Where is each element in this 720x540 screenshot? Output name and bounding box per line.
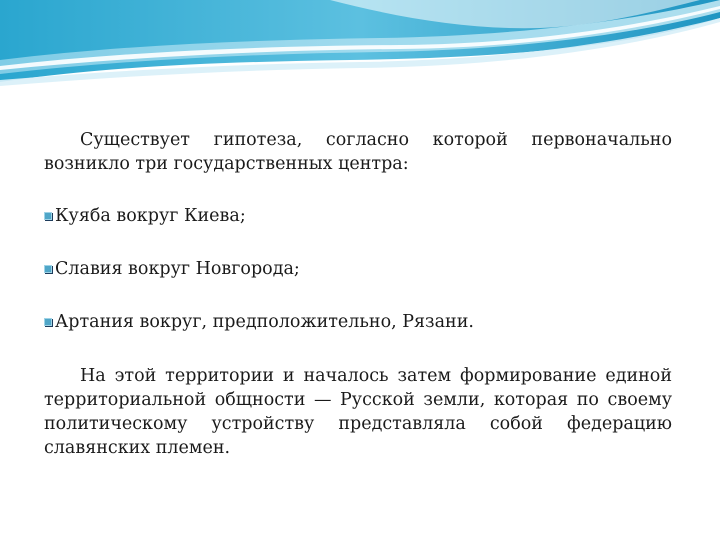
bullet-list <box>44 204 672 334</box>
bullet-item-artaniya <box>44 310 672 334</box>
conclusion-paragraph: На этой территории и началось затем формирование единой территориальной общности — Русской земли, которая по своему политическому устройству представляла собой федерацию славянских племен. <box>44 366 672 458</box>
wave-header-decoration <box>0 0 720 110</box>
bullet-text: Куяба вокруг Киева; <box>55 206 246 226</box>
bullet-text: Артания вокруг, предположительно, Рязани. <box>55 312 474 332</box>
intro-paragraph: Существует гипотеза, согласно которой первоначально возникло три государственных центра: <box>44 130 672 174</box>
square-bullet-icon <box>44 265 53 274</box>
slide-content <box>44 128 672 460</box>
square-bullet-icon <box>44 318 53 327</box>
bullet-item-slaviya <box>44 257 672 281</box>
square-bullet-icon <box>44 212 53 221</box>
bullet-item-kuyaba <box>44 204 672 228</box>
bullet-text: Славия вокруг Новгорода; <box>55 259 300 279</box>
